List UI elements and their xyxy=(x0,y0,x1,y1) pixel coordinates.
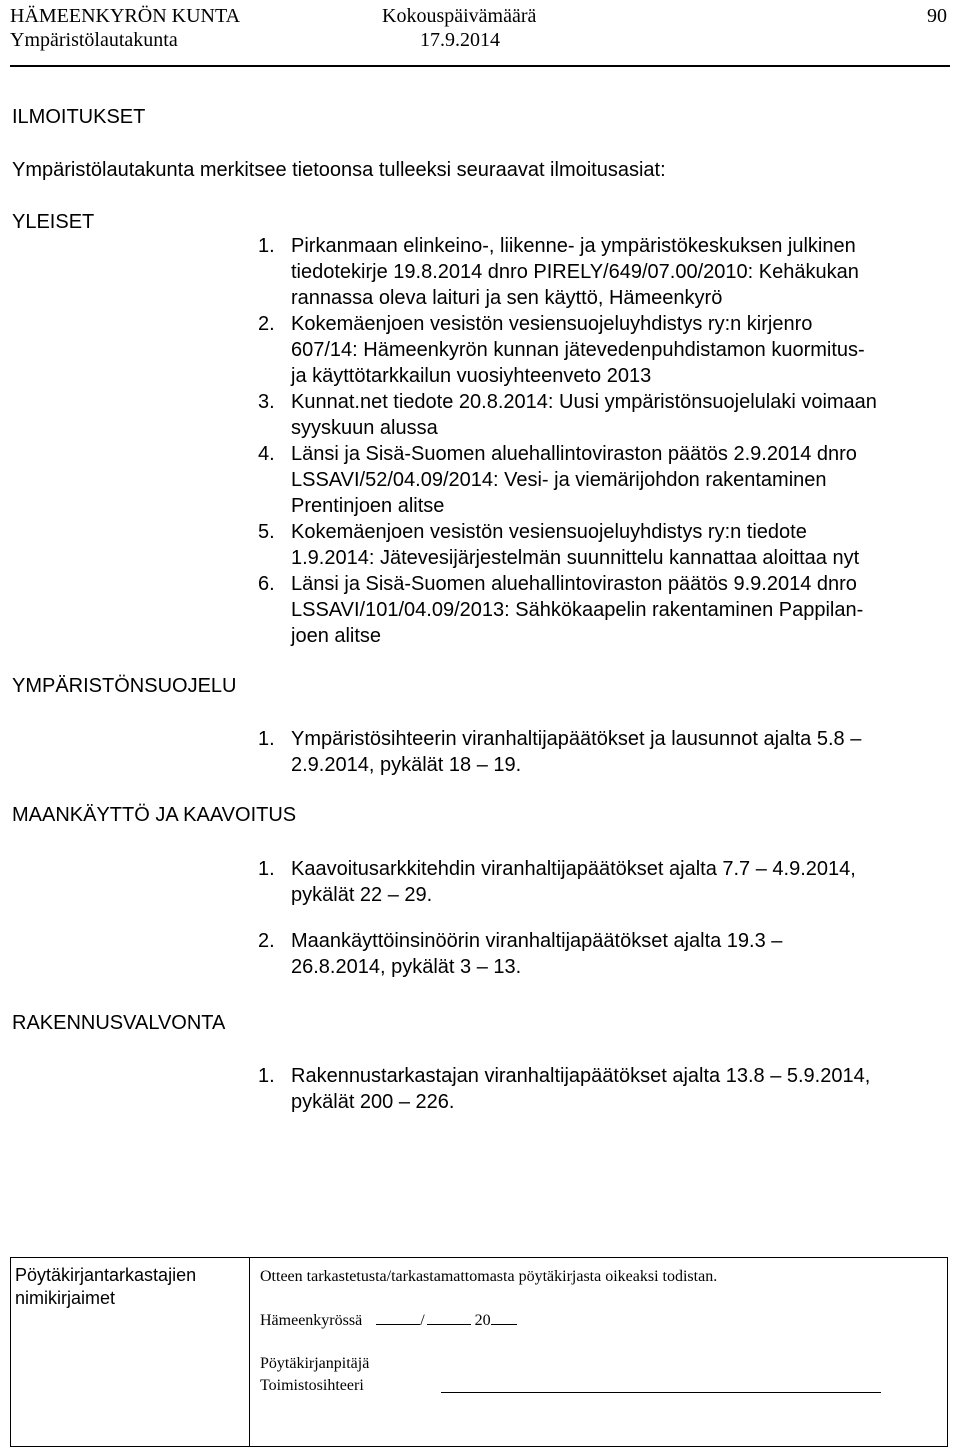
list-item-number: 3. xyxy=(258,391,275,413)
list-item-number: 1. xyxy=(258,728,275,750)
list-item-number: 2. xyxy=(258,930,275,952)
list-item-line: pykälät 22 – 29. xyxy=(291,884,433,906)
list-item-text xyxy=(291,726,948,778)
place-date-line xyxy=(260,1310,517,1331)
list-item-line: Kunnat.net tiedote 20.8.2014: Uusi ympäristönsuojelulaki voimaan xyxy=(291,391,877,413)
year-prefix: 20 xyxy=(474,1312,491,1329)
list-item-line: Rakennustarkastajan viranhaltijapäätökset ajalta 13.8 – 5.9.2014, xyxy=(291,1065,871,1087)
place-name: Hämeenkyrössä xyxy=(260,1312,363,1329)
list-item-line: Kokemäenjoen vesistön vesiensuojeluyhdistys ry:n kirjenro xyxy=(291,313,813,335)
list-item-number: 5. xyxy=(258,521,275,543)
list-item xyxy=(258,928,948,980)
list-item-number: 1. xyxy=(258,235,275,257)
intro-text: Ympäristölautakunta merkitsee tietoonsa tulleeksi seuraavat ilmoitusasiat: xyxy=(12,159,666,181)
ymparisto-list xyxy=(258,726,948,778)
list-item-number: 2. xyxy=(258,313,275,335)
category-ymparistonsuojelu: YMPÄRISTÖNSUOJELU xyxy=(12,675,237,697)
list-item-line: LSSAVI/52/04.09/2014: Vesi- ja viemärijohdon rakentaminen xyxy=(291,469,827,491)
month-blank xyxy=(427,1310,471,1325)
certification-text: Otteen tarkastetusta/tarkastamattomasta pöytäkirjasta oikeaksi todistan. xyxy=(260,1268,718,1285)
list-item-text xyxy=(291,389,948,441)
list-item xyxy=(258,571,948,649)
list-item-line: Ympäristösihteerin viranhaltijapäätökset ja lausunnot ajalta 5.8 – xyxy=(291,728,862,750)
list-item-line: Pirkanmaan elinkeino-, liikenne- ja ympäristökeskuksen julkinen xyxy=(291,235,856,257)
list-item-line: joen alitse xyxy=(291,625,382,647)
keeper-title: Pöytäkirjanpitäjä xyxy=(260,1355,370,1372)
list-item-line: LSSAVI/101/04.09/2013: Sähkökaapelin rakentaminen Pappilan- xyxy=(291,599,864,621)
signatures-label xyxy=(15,1264,196,1310)
list-item-line: pykälät 200 – 226. xyxy=(291,1091,455,1113)
list-item xyxy=(258,233,948,311)
year-blank xyxy=(491,1310,517,1325)
maankaytto-list xyxy=(258,856,948,980)
page-number: 90 xyxy=(927,5,947,27)
keeper-name: Toimistosihteeri xyxy=(260,1377,364,1394)
category-yleiset: YLEISET xyxy=(12,211,95,233)
signature-box xyxy=(10,1257,948,1447)
organization-name: HÄMEENKYRÖN KUNTA xyxy=(10,5,241,27)
list-item-text xyxy=(291,856,948,908)
date-separator: / xyxy=(420,1312,425,1329)
signatures-label-line-2: nimikirjaimet xyxy=(15,1288,116,1308)
list-item-line: rannassa oleva laituri ja sen käyttö, Hämeenkyrö xyxy=(291,287,723,309)
list-item-line: 2.9.2014, pykälät 18 – 19. xyxy=(291,754,522,776)
signature-line xyxy=(441,1392,881,1393)
list-item-line: Kaavoitusarkkitehdin viranhaltijapäätökset ajalta 7.7 – 4.9.2014, xyxy=(291,858,856,880)
list-item-text xyxy=(291,928,948,980)
list-item-number: 4. xyxy=(258,443,275,465)
rakennus-list xyxy=(258,1063,948,1115)
category-maankaytto: MAANKÄYTTÖ JA KAAVOITUS xyxy=(12,804,297,826)
list-item-number: 1. xyxy=(258,1065,275,1087)
list-item-line: Länsi ja Sisä-Suomen aluehallintoviraston päätös 2.9.2014 dnro xyxy=(291,443,857,465)
yleiset-list xyxy=(258,233,948,649)
category-rakennusvalvonta: RAKENNUSVALVONTA xyxy=(12,1012,226,1034)
list-item-line: Kokemäenjoen vesistön vesiensuojeluyhdistys ry:n tiedote xyxy=(291,521,807,543)
header-divider xyxy=(10,65,950,67)
list-item xyxy=(258,726,948,778)
list-item xyxy=(258,1063,948,1115)
committee-name: Ympäristölautakunta xyxy=(10,29,178,51)
list-item-text xyxy=(291,519,948,571)
list-item-line: tiedotekirje 19.8.2014 dnro PIRELY/649/07.00/2010: Kehäkukan xyxy=(291,261,859,283)
list-item-line: 1.9.2014: Jätevesijärjestelmän suunnittelu kannattaa aloittaa nyt xyxy=(291,547,860,569)
list-item-line: 26.8.2014, pykälät 3 – 13. xyxy=(291,956,522,978)
list-item-text xyxy=(291,1063,948,1115)
list-item-line: Prentinjoen alitse xyxy=(291,495,445,517)
list-item xyxy=(258,856,948,908)
meeting-date: 17.9.2014 xyxy=(420,29,500,51)
list-item-number: 1. xyxy=(258,858,275,880)
list-item-text xyxy=(291,571,948,649)
section-title: ILMOITUKSET xyxy=(12,106,146,128)
list-item-text xyxy=(291,311,948,389)
list-item-text xyxy=(291,233,948,311)
list-item-line: Länsi ja Sisä-Suomen aluehallintoviraston päätös 9.9.2014 dnro xyxy=(291,573,857,595)
list-item xyxy=(258,441,948,519)
signatures-label-line-1: Pöytäkirjantarkastajien xyxy=(15,1265,197,1285)
list-item-text xyxy=(291,441,948,519)
list-item-line: syyskuun alussa xyxy=(291,417,438,439)
list-item-line: 607/14: Hämeenkyrön kunnan jätevedenpuhdistamon kuormitus- xyxy=(291,339,865,361)
day-blank xyxy=(376,1310,420,1325)
signatures-column xyxy=(11,1258,250,1446)
list-item xyxy=(258,311,948,389)
list-item xyxy=(258,389,948,441)
list-item-line: Maankäyttöinsinöörin viranhaltijapäätökset ajalta 19.3 – xyxy=(291,930,783,952)
list-item-number: 6. xyxy=(258,573,275,595)
list-item xyxy=(258,519,948,571)
meeting-date-label: Kokouspäivämäärä xyxy=(382,5,537,27)
list-item-line: ja käyttötarkkailun vuosiyhteenveto 2013 xyxy=(291,365,652,387)
